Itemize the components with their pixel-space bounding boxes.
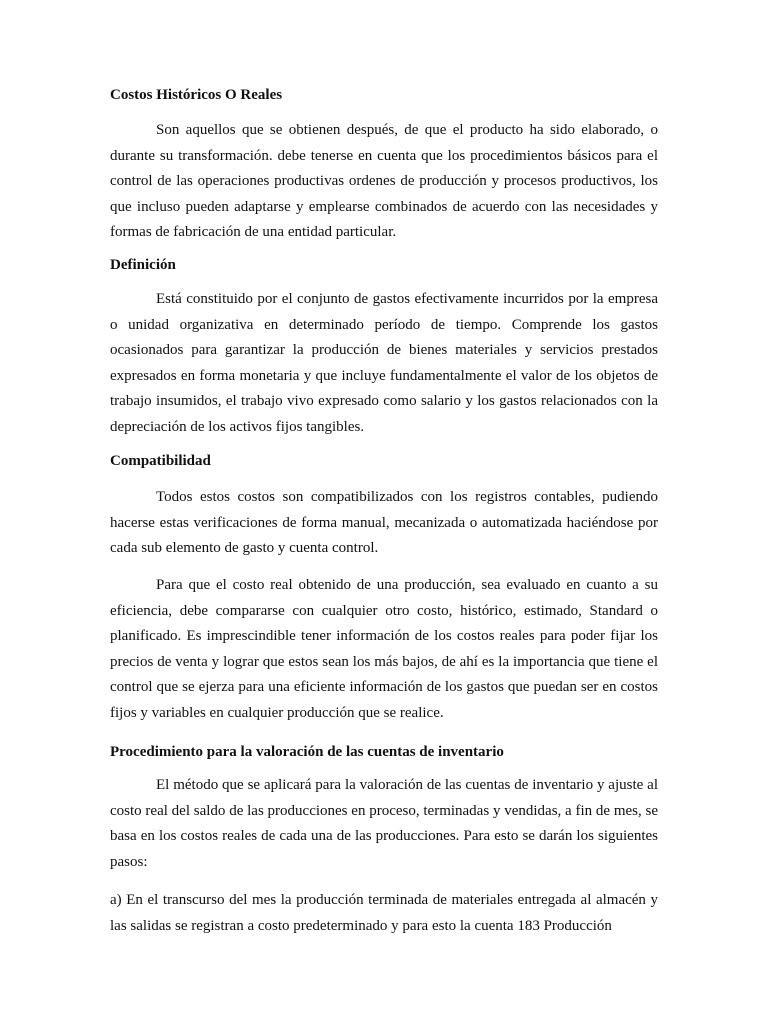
paragraph-procedimiento-2: a) En el transcurso del mes la producción terminada de materiales entregada al almacén y las salidas se registran a costo predeterminado y para esto la cuenta 183 Producción <box>110 892 658 934</box>
paragraph-compatibilidad-2: Para que el costo real obtenido de una producción, sea evaluado en cuanto a su eficiencia, debe compararse con cualquier otro costo, histórico, estimado, Standard o planificado. Es imprescindible tener información de los costos reales para poder fijar los precios de venta y lograr que estos sean los más bajos, de ahí es la importancia que tiene el control que se ejerza para una eficiente información de los gastos que puedan ser en costos fijos y variables en cualquier producción que se realice. <box>110 577 658 721</box>
section-heading-definicion: Definición <box>110 257 176 273</box>
paragraph-definicion-1: Está constituido por el conjunto de gastos efectivamente incurridos por la empresa o unidad organizativa en determinado período de tiempo. Comprende los gastos ocasionados para garantizar la producción de bienes materiales y servicios prestados expresados en forma monetaria y que incluye fundamentalmente el valor de los objetos de trabajo insumidos, el trabajo vivo expresado como salario y los gastos relacionados con la depreciación de los activos fijos tangibles. <box>110 291 658 435</box>
section-heading-procedimiento: Procedimiento para la valoración de las cuentas de inventario <box>110 744 504 760</box>
paragraph-compatibilidad-1: Todos estos costos son compatibilizados con los registros contables, pudiendo hacerse estas verificaciones de forma manual, mecanizada o automatizada haciéndose por cada sub elemento de gasto y cuenta control. <box>110 489 658 557</box>
paragraph-procedimiento-1: El método que se aplicará para la valoración de las cuentas de inventario y ajuste al costo real del saldo de las producciones en proceso, terminadas y vendidas, a fin de mes, se basa en los costos reales de cada una de las producciones. Para esto se darán los siguientes pasos: <box>110 777 658 870</box>
paragraph-costos-historicos-1: Son aquellos que se obtienen después, de que el producto ha sido elaborado, o durante su transformación. debe tenerse en cuenta que los procedimientos básicos para el control de las operaciones productivas ordenes de producción y procesos productivos, los que incluso pueden adaptarse y emplearse combinados de acuerdo con las necesidades y formas de fabricación de una entidad particular. <box>110 122 658 241</box>
section-heading-costos-historicos: Costos Históricos O Reales <box>110 87 283 103</box>
section-heading-compatibilidad: Compatibilidad <box>110 453 211 469</box>
